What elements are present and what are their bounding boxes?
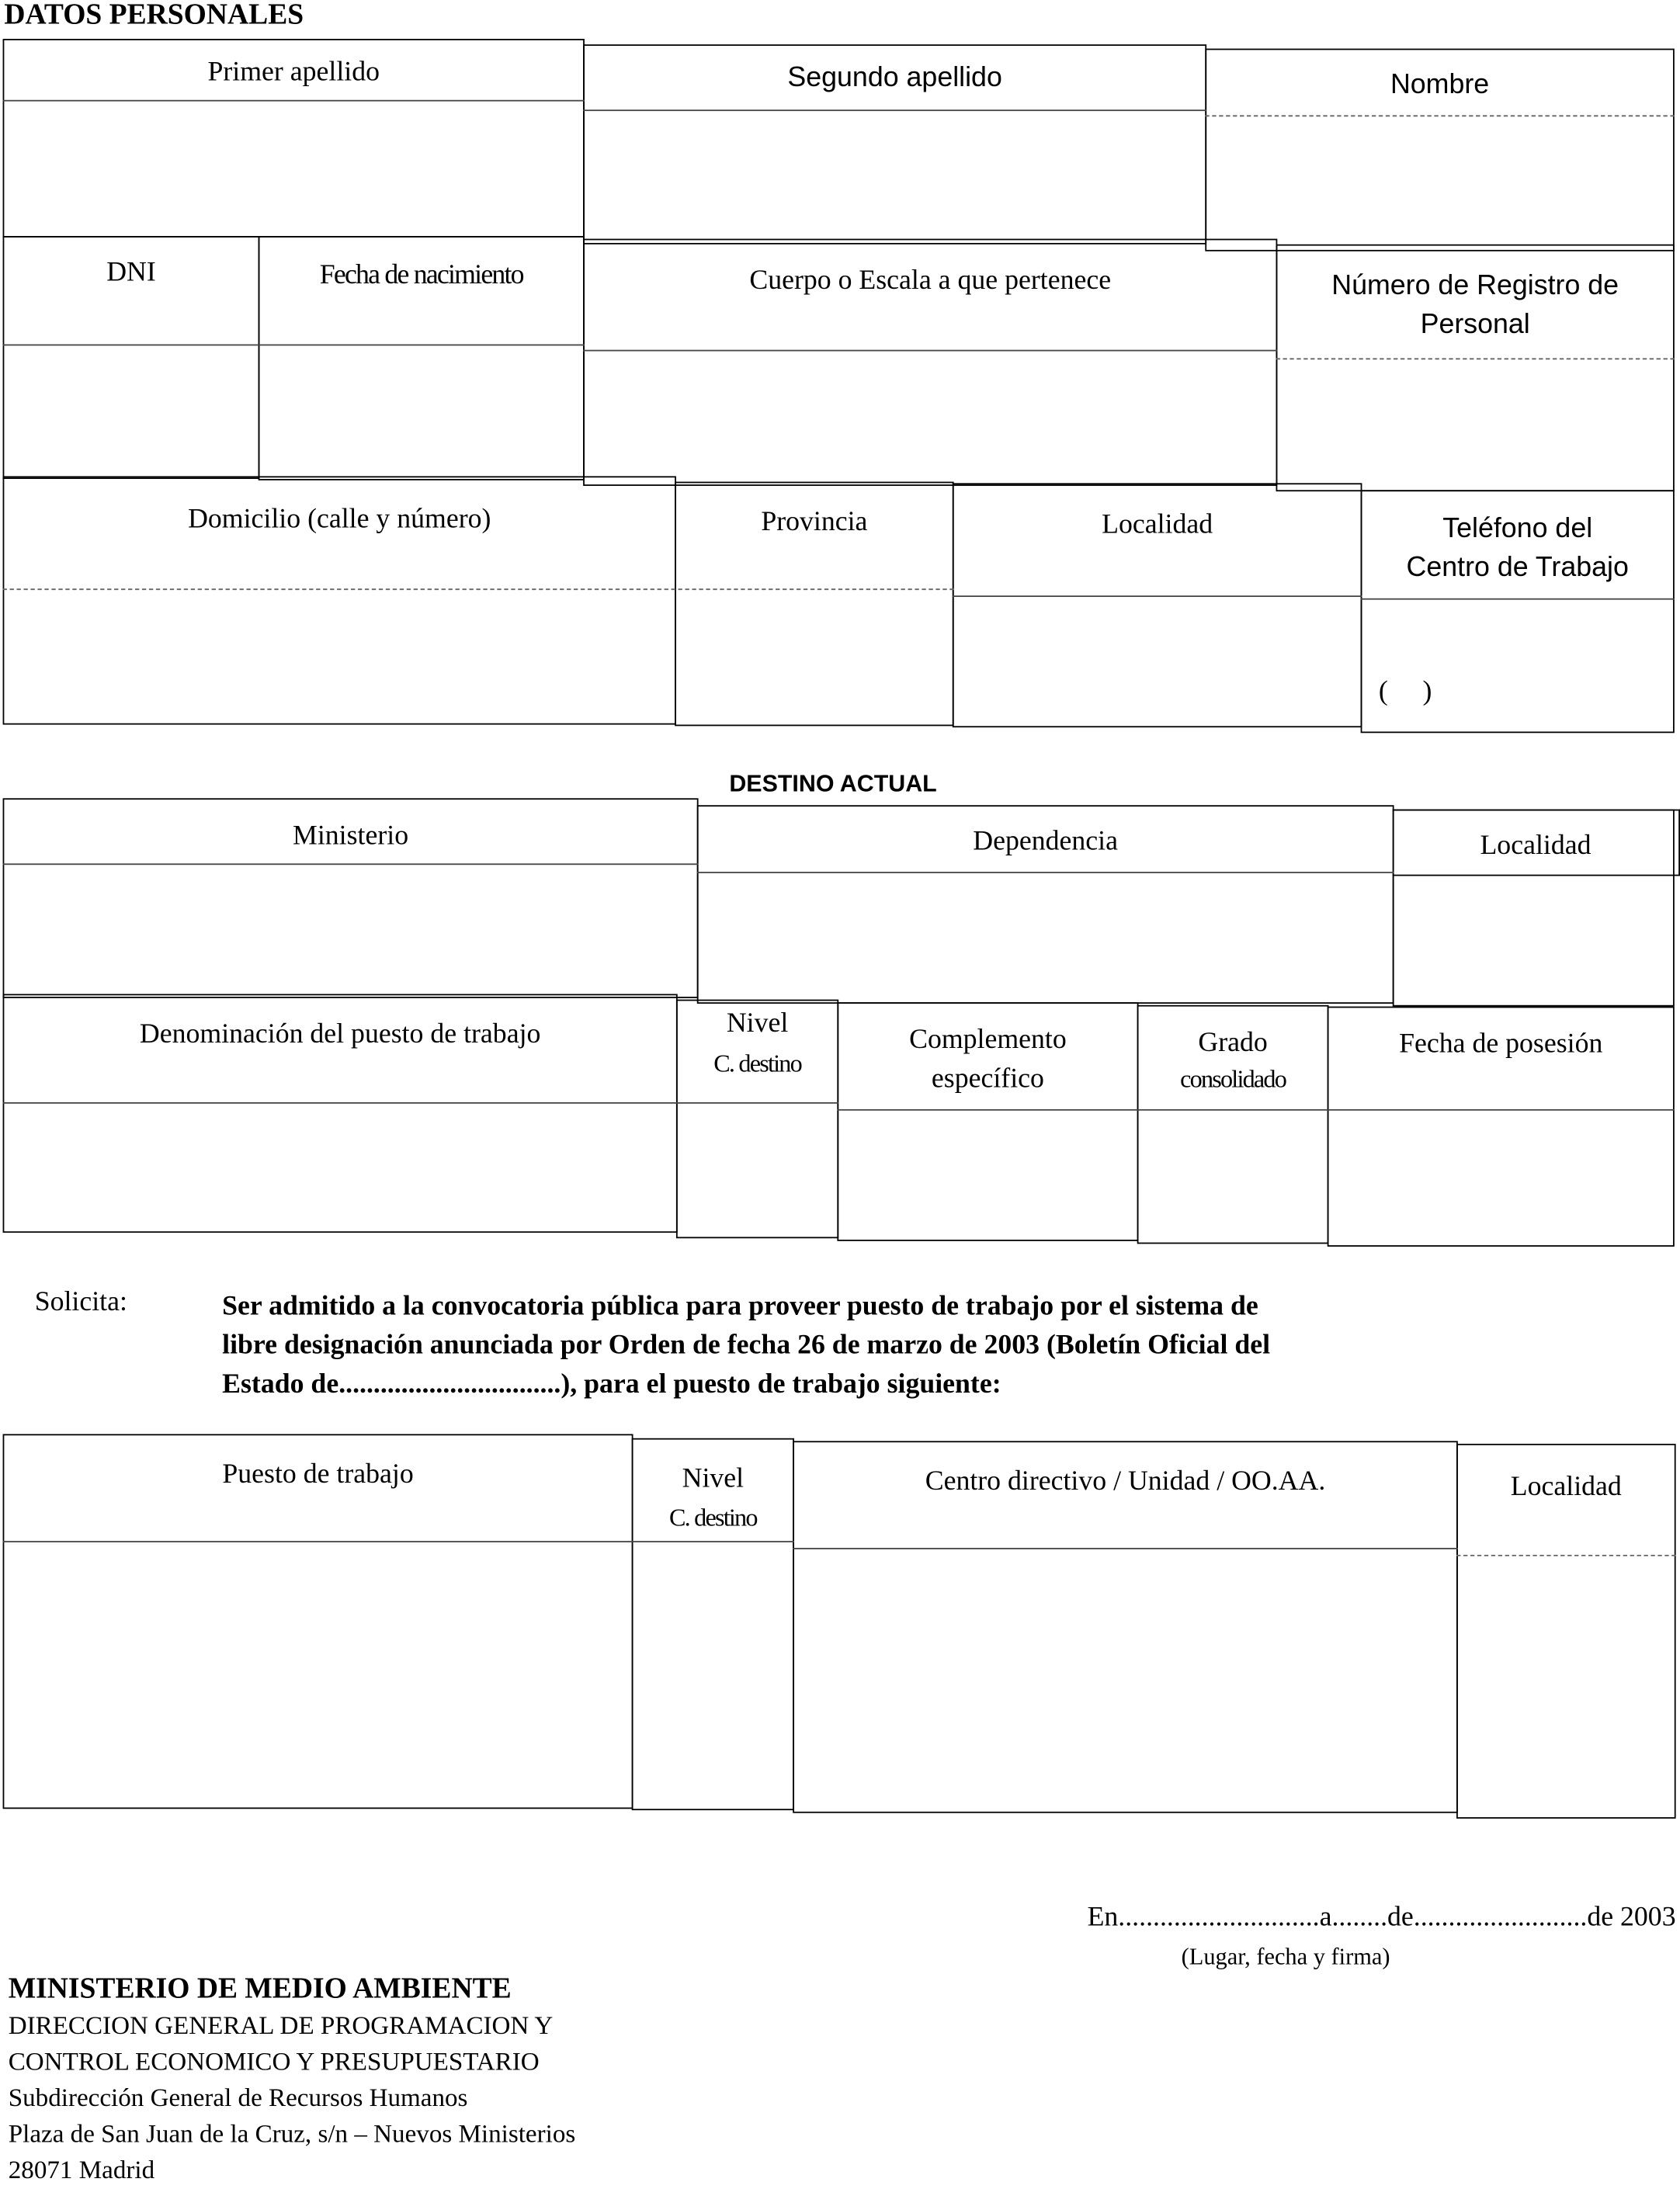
label-cuerpo: Cuerpo o Escala a que pertenece — [749, 265, 1112, 296]
footer-line5: 28071 Madrid — [8, 2157, 155, 2185]
label-fecha-nacimiento: Fecha de nacimiento — [319, 259, 523, 290]
label-grado-line2: consolidado — [1180, 1064, 1286, 1093]
label-domicilio: Domicilio (calle y número) — [188, 504, 491, 535]
label-ministerio: Ministerio — [293, 820, 409, 852]
telefono-prefix: ( ) — [1378, 675, 1432, 707]
label-centro-directivo: Centro directivo / Unidad / OO.AA. — [925, 1466, 1326, 1497]
label-numero-registro-line2: Personal — [1420, 309, 1530, 341]
label-dependencia: Dependencia — [973, 826, 1118, 857]
label-grado — [1137, 1023, 1329, 1097]
footer-line2: CONTROL ECONOMICO Y PRESUPUESTARIO — [8, 2049, 540, 2077]
signature-line: En.............................a........de.........................de 2003 — [1087, 1902, 1676, 1933]
label-puesto-localidad: Localidad — [1510, 1471, 1622, 1503]
footer-ministerio: MINISTERIO DE MEDIO AMBIENTE — [8, 1971, 512, 2005]
solicita-text — [222, 1287, 1472, 1403]
solicita-line1: Ser admitido a la convocatoria pública para proveer puesto de trabajo por el sistema de — [222, 1291, 1258, 1322]
footer-address — [9, 1967, 576, 2189]
label-grado-line1: Grado — [1198, 1027, 1268, 1058]
label-nivel-line2: C. destino — [713, 1049, 801, 1077]
label-telefono-line2: Centro de Trabajo — [1406, 552, 1629, 584]
solicita-label: Solicita: — [34, 1286, 127, 1318]
label-complemento-line1: Complemento — [909, 1024, 1067, 1056]
signature-caption: (Lugar, fecha y firma) — [1181, 1943, 1390, 1970]
section-title-personal: DATOS PERSONALES — [4, 0, 304, 31]
label-puesto: Puesto de trabajo — [222, 1459, 414, 1490]
label-numero-registro — [1276, 266, 1675, 344]
label-nivel — [676, 1002, 838, 1084]
label-segundo-apellido: Segundo apellido — [787, 62, 1002, 93]
label-complemento — [837, 1020, 1138, 1098]
footer-line4: Plaza de San Juan de la Cruz, s/n – Nuevos Ministerios — [8, 2121, 576, 2149]
label-primer-apellido: Primer apellido — [207, 57, 380, 88]
label-nombre: Nombre — [1390, 69, 1490, 100]
footer-line1: DIRECCION GENERAL DE PROGRAMACION Y — [8, 2013, 554, 2041]
label-telefono-line1: Teléfono del — [1442, 513, 1593, 545]
solicita-line3: Estado de................................), para el puesto de trabajo siguiente: — [222, 1369, 1001, 1400]
label-telefono — [1361, 509, 1675, 587]
solicita-line2: libre designación anunciada por Orden de fecha 26 de marzo de 2003 (Boletín Oficial del — [222, 1330, 1271, 1361]
label-puesto-nivel-line2: C. destino — [668, 1503, 757, 1532]
label-puesto-nivel — [632, 1458, 794, 1537]
footer-line3: Subdirección General de Recursos Humanos — [8, 2085, 468, 2113]
label-localidad: Localidad — [1102, 509, 1213, 540]
label-localidad-destino: Localidad — [1480, 830, 1591, 861]
label-puesto-nivel-line1: Nivel — [682, 1462, 745, 1494]
label-denominacion: Denominación del puesto de trabajo — [139, 1018, 541, 1050]
label-complemento-line2: específico — [931, 1063, 1044, 1094]
label-numero-registro-line1: Número de Registro de — [1331, 270, 1619, 302]
section-title-destino: DESTINO ACTUAL — [729, 770, 937, 797]
label-provincia: Provincia — [761, 506, 868, 538]
label-fecha-posesion: Fecha de posesión — [1399, 1029, 1603, 1060]
label-nivel-line1: Nivel — [726, 1008, 789, 1039]
label-dni: DNI — [106, 256, 156, 288]
